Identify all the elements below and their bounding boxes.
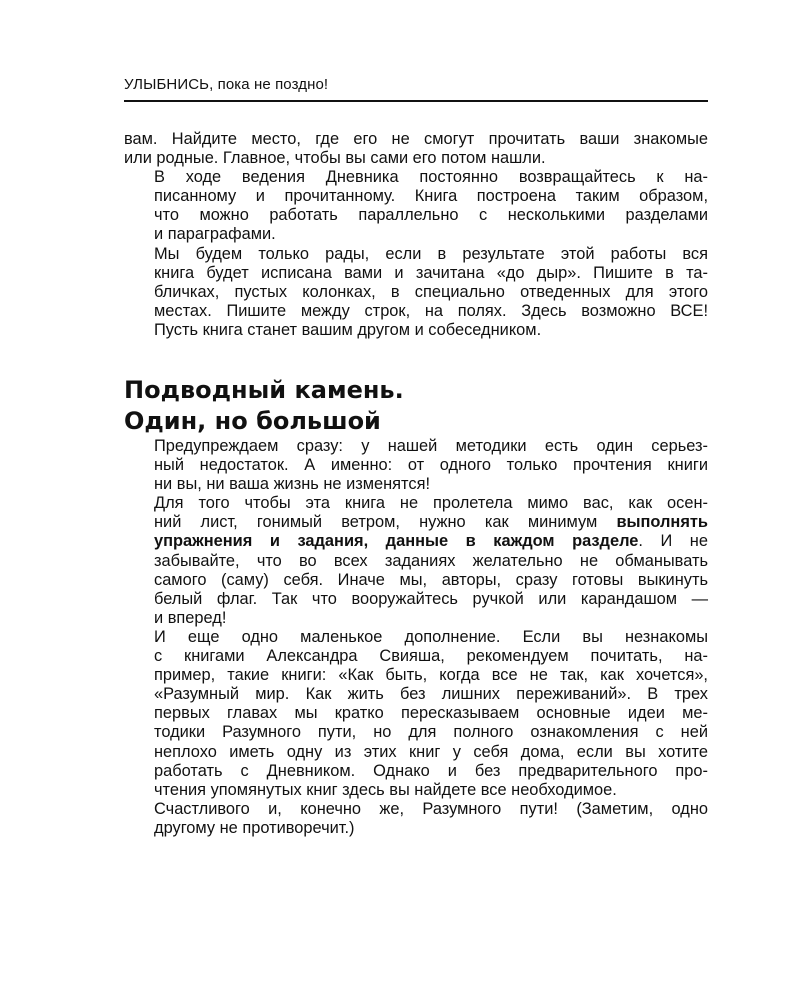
header-rule: [124, 100, 708, 102]
paragraph: [124, 168, 708, 244]
text-line: первых главах мы кратко пересказываем основные идеи ме-: [154, 704, 708, 723]
text-line: бличках, пустых колонках, в специально отведенных для этого: [154, 282, 708, 301]
text-line: ный недостаток. А именно: от одного только прочтения книги: [154, 456, 708, 475]
text-line: книга будет исписана вами и зачитана «до дыр». Пишите в та-: [154, 263, 708, 282]
paragraph: [124, 245, 708, 340]
text-line: [124, 532, 708, 551]
text-line: забывайте, что во всех заданиях желательно не обманывать: [154, 551, 708, 570]
text-line: ни вы, ни ваша жизнь не изменятся!: [154, 475, 431, 494]
text-line: пример, такие книги: «Как быть, когда все не так, как хочется»,: [154, 666, 708, 685]
text-line: Счастливого и, конечно же, Разумного пути! (Заметим, одно: [154, 799, 708, 818]
text-line: работать с Дневником. Однако и без предварительного про-: [154, 761, 708, 780]
text-line: и параграфами.: [154, 225, 276, 244]
paragraph: [124, 800, 708, 838]
text-line: вам. Найдите место, где его не смогут прочитать ваши знакомые: [124, 130, 708, 148]
text-run: ний лист, гонимый ветром, нужно как минимум: [154, 513, 617, 532]
text-line: Пусть книга станет вашим другом и собеседником.: [154, 320, 542, 339]
text-run: . И не: [638, 532, 708, 551]
text-line: писанному и прочитанному. Книга построена таким образом,: [154, 187, 708, 206]
text-line: В ходе ведения Дневника постоянно возвращайтесь к на-: [154, 168, 708, 187]
paragraph: [124, 437, 708, 494]
text-line: И еще одно маленькое дополнение. Если вы незнакомы: [154, 627, 708, 646]
text-line: Мы будем только рады, если в результате этой работы вся: [154, 244, 708, 263]
text-line: самого (саму) себя. Иначе мы, авторы, сразу готовы выкинуть: [154, 570, 708, 589]
running-head: УЛЫБНИСЬ, пока не поздно!: [124, 76, 329, 93]
text-line: местах. Пишите между строк, на полях. Здесь возможно ВСЕ!: [154, 301, 708, 320]
emphasis: упражнения и задания, данные в каждом разделе: [154, 532, 639, 551]
text-line: неплохо иметь одну из этих книг у себя дома, если вы хотите: [154, 742, 708, 761]
text-line: другому не противоречит.): [154, 818, 355, 837]
text-line: что можно работать параллельно с несколькими разделами: [154, 206, 708, 225]
paragraph: [124, 494, 708, 628]
text-line: тодики Разумного пути, но для полного ознакомления с ней: [154, 723, 708, 742]
paragraph: [124, 628, 708, 800]
paragraph: [124, 130, 708, 168]
text-line: белый флаг. Так что вооружайтесь ручкой или карандашом —: [154, 589, 708, 608]
text-line: [124, 513, 708, 532]
text-line: «Разумный мир. Как жить без лишних переживаний». В трех: [154, 685, 708, 704]
section-heading: [124, 375, 708, 437]
section-text: [124, 437, 708, 838]
heading-line: Подводный камень.: [124, 376, 404, 404]
text-line: Предупреждаем сразу: у нашей методики есть один серьез-: [154, 437, 708, 455]
text-line: и вперед!: [154, 608, 227, 627]
text-line: с книгами Александра Свияша, рекомендуем почитать, на-: [154, 647, 708, 666]
text-line: чтения упомянутых книг здесь вы найдете все необходимое.: [154, 780, 617, 799]
heading-line: Один, но большой: [124, 407, 381, 435]
text-line: Для того чтобы эта книга не пролетела мимо вас, как осен-: [154, 494, 708, 513]
emphasis: выполнять: [616, 513, 708, 532]
intro-text: [124, 130, 708, 340]
text-line: или родные. Главное, чтобы вы сами его потом нашли.: [124, 149, 546, 168]
